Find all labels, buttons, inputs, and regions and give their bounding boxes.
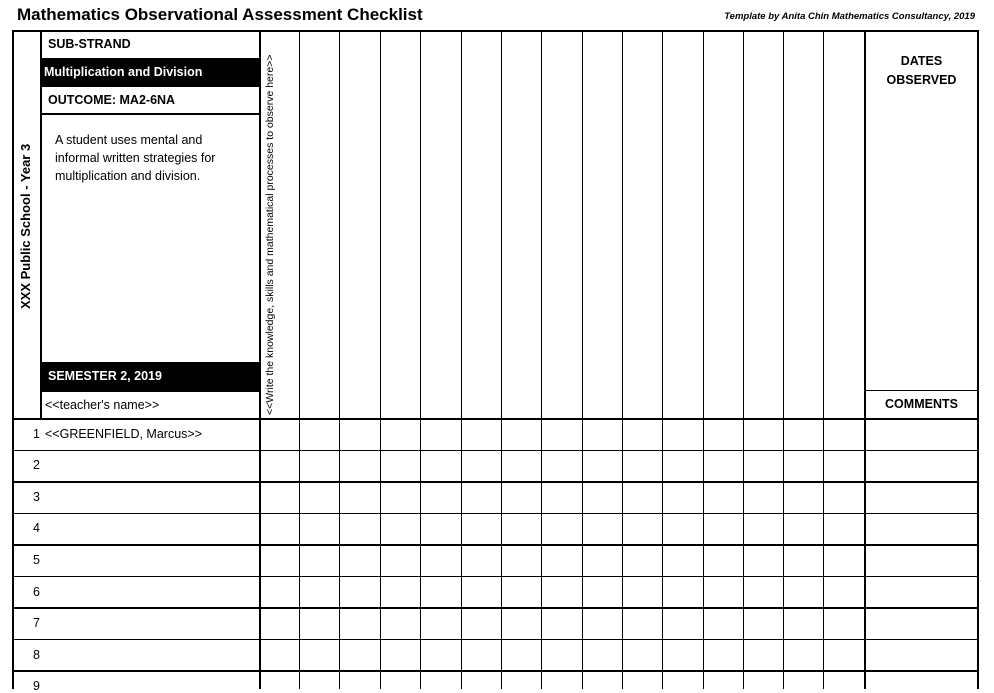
student-number: 5 [33, 553, 40, 567]
student-number: 1 [33, 427, 40, 441]
substrand-name: Multiplication and Division [41, 58, 259, 86]
dates-observed-label: DATES OBSERVED [886, 54, 957, 87]
student-number: 2 [33, 458, 40, 472]
student-number: 9 [33, 679, 40, 693]
student-number: 6 [33, 585, 40, 599]
observation-instruction[interactable]: <<Write the knowledge, skills and mathematical processes to observe here>> [264, 54, 276, 415]
substrand-heading: SUB-STRAND [48, 37, 131, 51]
outcome-description: A student uses mental and informal written strategies for multiplication and division. [55, 133, 216, 183]
student-number: 7 [33, 616, 40, 630]
comments-label: COMMENTS [885, 397, 958, 411]
template-credit: Template by Anita Chin Mathematics Consultancy, 2019 [724, 11, 975, 22]
teacher-name-placeholder[interactable]: <<teacher's name>> [45, 398, 160, 412]
outcome-code: OUTCOME: MA2-6NA [48, 93, 176, 107]
student-number: 4 [33, 521, 40, 535]
school-year-label: XXX Public School - Year 3 [18, 143, 33, 309]
student-number: 3 [33, 490, 40, 504]
semester-label: SEMESTER 2, 2019 [41, 362, 259, 391]
student-number: 8 [33, 648, 40, 662]
student-name[interactable]: <<GREENFIELD, Marcus>> [45, 427, 203, 441]
page-title: Mathematics Observational Assessment Checklist [17, 5, 423, 24]
